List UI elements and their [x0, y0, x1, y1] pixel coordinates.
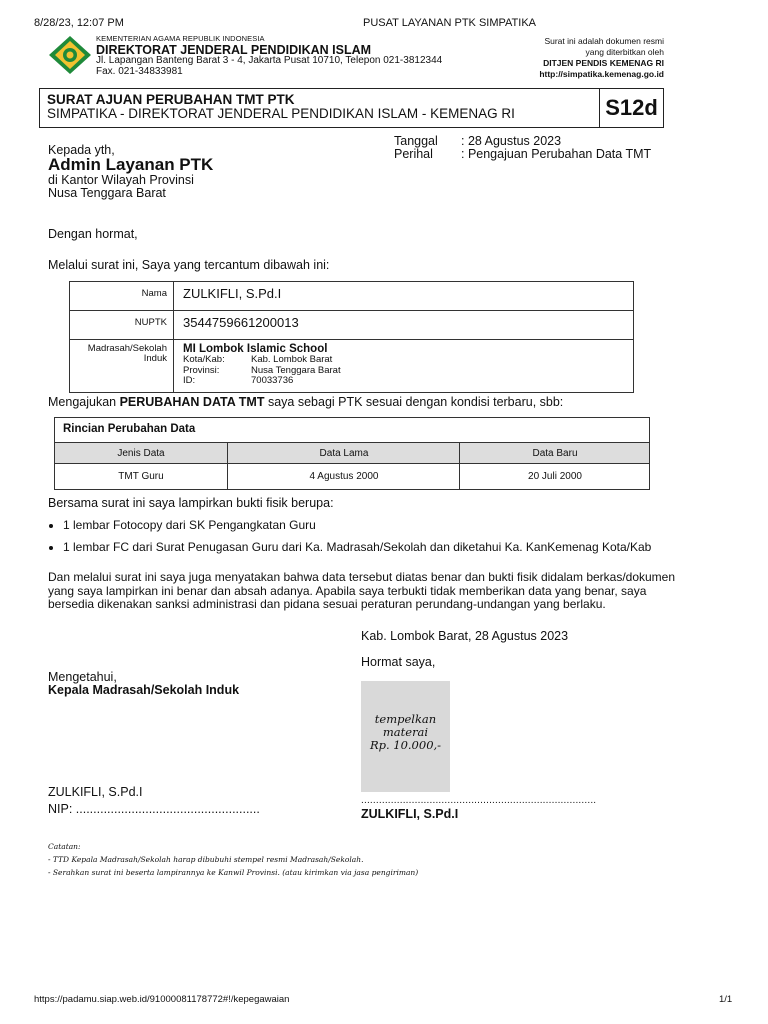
request-pre: Mengajukan [48, 395, 120, 409]
kemenag-logo [47, 35, 93, 75]
recipient-name: Admin Layanan PTK [48, 155, 214, 174]
table-row [70, 340, 634, 393]
kepala-name: ZULKIFLI, S.Pd.I [48, 785, 143, 799]
official-note-line: Surat ini adalah dokumen resmi [544, 36, 664, 46]
rincian-table [54, 417, 650, 490]
print-page-number: 1/1 [719, 994, 733, 1005]
list-item: • 1 lembar Fotocopy dari SK Pengangkatan Guru [63, 518, 651, 532]
madrasah-label [70, 340, 174, 393]
notes-block [48, 840, 418, 879]
signature-line: ............................................................................... [361, 795, 597, 806]
letter-title-box [39, 88, 664, 128]
madrasah-label-line: Induk [143, 353, 167, 364]
request-post: saya sebagi PTK sesuai dengan kondisi terbaru, sbb: [264, 395, 564, 409]
school-name: MI Lombok Islamic School [183, 343, 328, 355]
tanggal-value: : 28 Agustus 2023 [461, 134, 562, 148]
print-url: https://padamu.siap.web.id/91000081178772#!/kepegawaian [34, 994, 290, 1005]
madrasah-label-line: Madrasah/Sekolah [87, 343, 167, 354]
madrasah-cell [174, 340, 634, 393]
official-note-issuer: DITJEN PENDIS KEMENAG RI [543, 58, 664, 68]
official-note-url: http://simpatika.kemenag.go.id [539, 69, 664, 79]
directorate-name: DIREKTORAT JENDERAL PENDIDIKAN ISLAM [96, 43, 372, 57]
data-lama-cell: 4 Agustus 2000 [227, 463, 460, 489]
print-datetime: 8/28/23, 12:07 PM [34, 17, 124, 29]
kota-value: Kab. Lombok Barat [251, 354, 333, 365]
note-item: - Serahkan surat ini beserta lampirannya ke Kanwil Provinsi. (atau kirimkan via jasa pengiriman) [48, 868, 419, 877]
letterhead-address: Jl. Lapangan Banteng Barat 3 - 4, Jakarta Pusat 10710, Telepon 021-3812344 [96, 55, 443, 66]
attachments-intro: Bersama surat ini saya lampirkan bukti fisik berupa: [48, 496, 334, 510]
materai-stamp-area [361, 681, 450, 792]
nuptk-value: 3544759661200013 [183, 315, 299, 330]
kepala-nip: NIP: ..................................................... [48, 802, 260, 816]
data-baru-cell: 20 Juli 2000 [459, 463, 650, 489]
nama-label: Nama [70, 282, 174, 311]
stamp-line: tempelkan [374, 712, 437, 726]
closing: Hormat saya, [361, 655, 436, 669]
column-header: Data Baru [459, 443, 650, 463]
nuptk-cell [174, 311, 634, 340]
identity-table [69, 281, 634, 393]
letter-title: SURAT AJUAN PERUBAHAN TMT PTK [47, 92, 295, 107]
letterhead-fax: Fax. 021-34833981 [96, 66, 183, 77]
id-value: 70033736 [251, 375, 294, 386]
nuptk-label: NUPTK [70, 311, 174, 340]
intro-text: Melalui surat ini, Saya yang tercantum dibawah ini: [48, 258, 330, 272]
letter-subtitle: SIMPATIKA - DIREKTORAT JENDERAL PENDIDIKAN ISLAM - KEMENAG RI [47, 106, 515, 121]
stamp-text [361, 713, 450, 752]
statement-paragraph: Dan melalui surat ini saya juga menyatakan bahwa data tersebut diatas benar dan bukti fisik didalam berkas/dokumen yang saya lampirkan ini benar dan absah adanya. Apabila saya terbukti tidak memberikan data yang benar, saya bersedia dikenakan sanksi administrasi dan pidana sesuai peraturan perundang-undangan yang berlaku. [48, 570, 676, 611]
table-row [55, 463, 649, 489]
prov-value: Nusa Tenggara Barat [251, 364, 341, 376]
table-row [70, 282, 634, 311]
note-item: - TTD Kepala Madrasah/Sekolah harap dibubuhi stempel resmi Madrasah/Sekolah. [48, 855, 364, 864]
recipient-greeting: Kepada yth, [48, 143, 115, 157]
perihal-label: Perihal [394, 147, 433, 161]
kota-label: Kota/Kab: [183, 354, 225, 365]
attachments-list [49, 518, 651, 562]
mengetahui-label: Mengetahui, [48, 670, 117, 684]
list-item: • 1 lembar FC dari Surat Penugasan Guru dari Ka. Madrasah/Sekolah dan diketahui Ka. KanKemenag Kota/Kab [63, 540, 651, 554]
nama-value: ZULKIFLI, S.Pd.I [183, 286, 282, 301]
salutation: Dengan hormat, [48, 227, 138, 241]
rincian-header-row [55, 442, 649, 464]
ministry-name: KEMENTERIAN AGAMA REPUBLIK INDONESIA [96, 34, 265, 43]
official-note-line: yang diterbitkan oleh [585, 47, 664, 57]
recipient-province: Nusa Tenggara Barat [48, 186, 166, 200]
form-code: S12d [599, 89, 663, 127]
signer-name: ZULKIFLI, S.Pd.I [361, 807, 459, 821]
table-row [70, 311, 634, 340]
request-bold: PERUBAHAN DATA TMT [119, 395, 265, 409]
id-label: ID: [183, 375, 196, 386]
jenis-data-cell: TMT Guru [118, 470, 164, 482]
official-document-note [539, 36, 664, 80]
recipient-office: di Kantor Wilayah Provinsi [48, 173, 194, 187]
column-header: Jenis Data [117, 447, 165, 459]
column-header: Data Lama [227, 443, 460, 463]
perihal-value: : Pengajuan Perubahan Data TMT [461, 147, 652, 161]
school-details [183, 355, 632, 387]
tanggal-label: Tanggal [394, 134, 438, 148]
stamp-line: Rp. 10.000,- [369, 738, 442, 752]
place-date: Kab. Lombok Barat, 28 Agustus 2023 [361, 629, 569, 643]
request-sentence [48, 395, 563, 409]
rincian-caption: Rincian Perubahan Data [63, 423, 196, 435]
stamp-line: materai [382, 725, 429, 739]
kepala-role: Kepala Madrasah/Sekolah Induk [48, 683, 240, 697]
nama-cell [174, 282, 634, 311]
prov-label: Provinsi: [183, 364, 220, 376]
print-page-title: PUSAT LAYANAN PTK SIMPATIKA [363, 17, 536, 29]
notes-title: Catatan: [48, 842, 81, 851]
